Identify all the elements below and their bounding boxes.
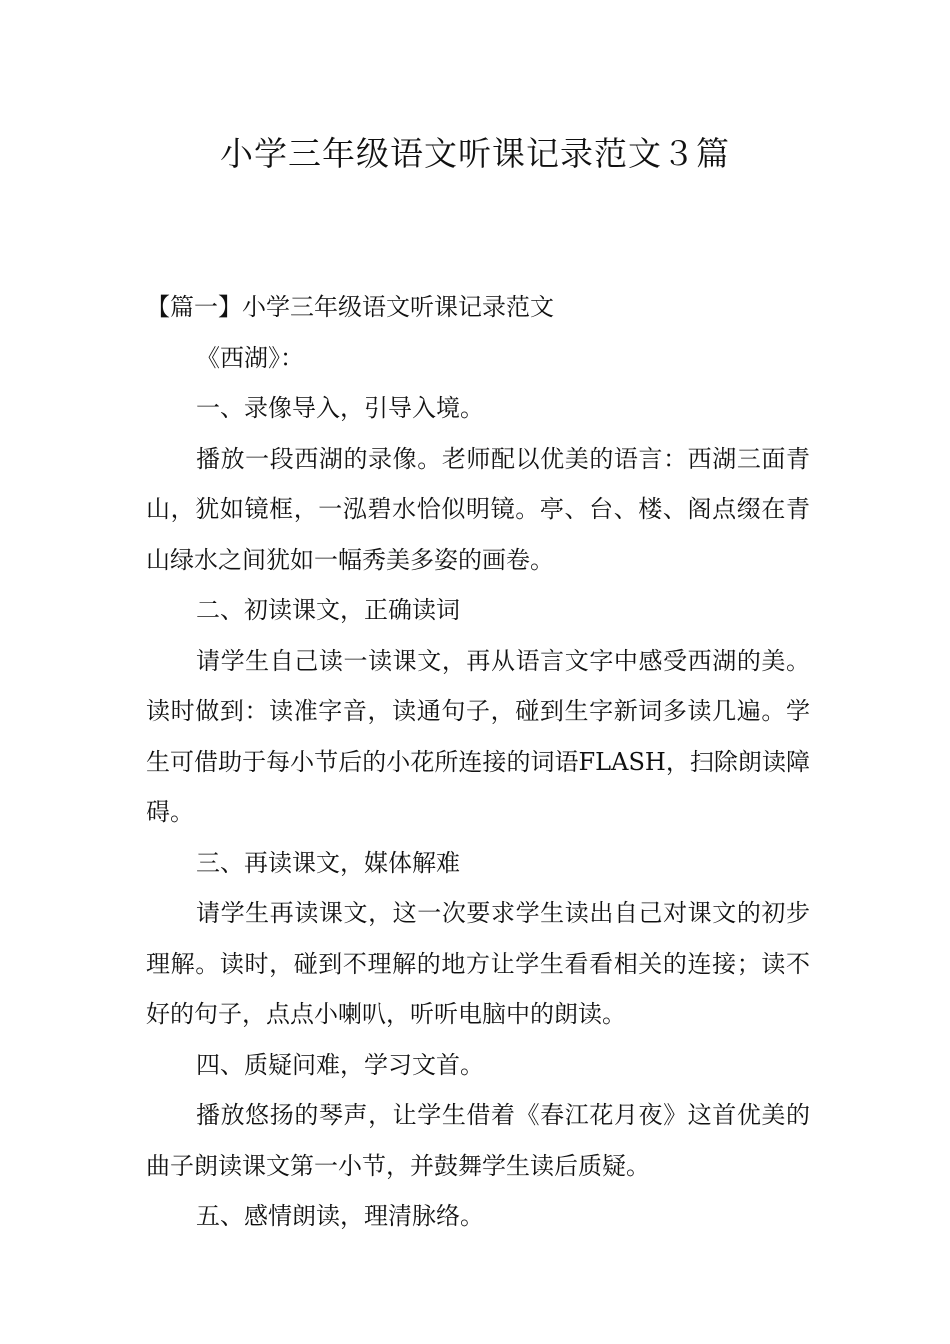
section-heading: 【篇一】小学三年级语文听课记录范文	[146, 293, 554, 321]
paragraph-2: 请学生自己读一读课文，再从语言文字中感受西湖的美。读时做到：读准字音，读通句子，碰到生字新词多读几遍。学生可借助于每小节后的小花所连接的词语FLASH，扫除朗读障碍。	[146, 646, 810, 826]
document-title: 小学三年级语文听课记录范文３篇	[220, 134, 730, 173]
step-heading-3: 三、再读课文，媒体解难	[196, 848, 460, 877]
document-body	[146, 282, 810, 1242]
step-heading-5: 五、感情朗读，理清脉络。	[196, 1202, 484, 1230]
lesson-title: 《西湖》：	[196, 343, 304, 372]
paragraph-1: 播放一段西湖的录像。老师配以优美的语言：西湖三面青山，犹如镜框，一泓碧水恰似明镜。亭、台、楼、阁点缀在青山绿水之间犹如一幅秀美多姿的画卷。	[146, 444, 810, 574]
paragraph-3: 请学生再读课文，这一次要求学生读出自己对课文的初步理解。读时，碰到不理解的地方让学生看看相关的连接；读不好的句子，点点小喇叭，听听电脑中的朗读。	[146, 899, 810, 1028]
paragraph-4: 播放悠扬的琴声，让学生借着《春江花月夜》这首优美的曲子朗读课文第一小节，并鼓舞学生读后质疑。	[146, 1101, 810, 1180]
step-heading-2: 二、初读课文，正确读词	[196, 596, 460, 624]
step-heading-1: 一、录像导入，引导入境。	[196, 394, 484, 422]
step-heading-4: 四、质疑问难，学习文首。	[196, 1050, 484, 1079]
